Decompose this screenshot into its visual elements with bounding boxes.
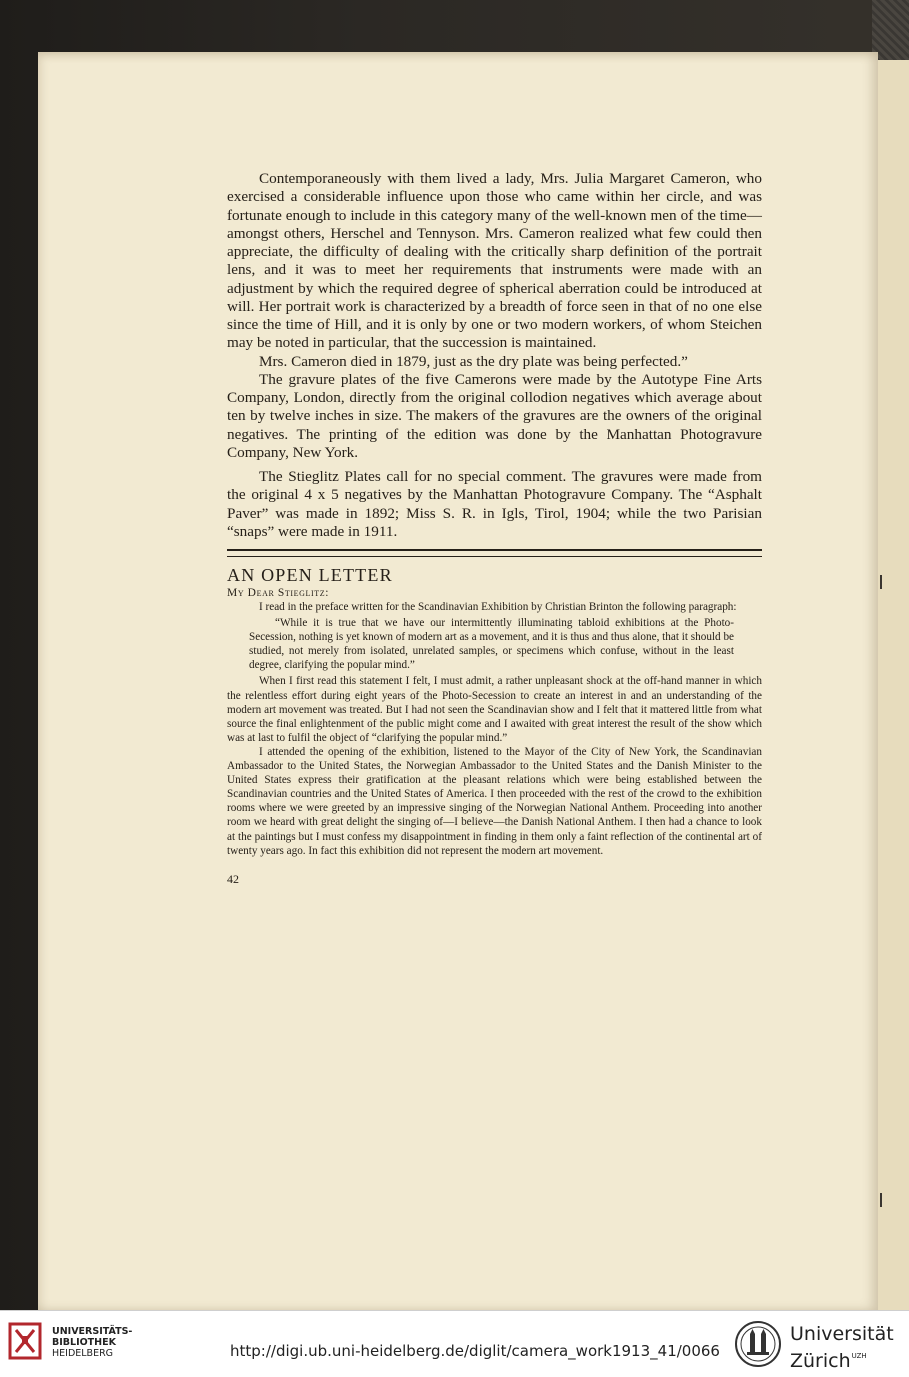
uzh-seal-icon[interactable] <box>734 1320 782 1368</box>
binding-tape <box>872 0 909 60</box>
article-paragraph: Mrs. Cameron died in 1879, just as the dry plate was being perfected.” <box>259 352 688 370</box>
library-name-line: HEIDELBERG <box>52 1348 114 1359</box>
document-url-link[interactable]: http://digi.ub.uni-heidelberg.de/diglit/camera_work1913_41/0066 <box>230 1342 720 1360</box>
edge-mark <box>880 1193 882 1207</box>
library-name-line: UNIVERSITÄTS- <box>52 1326 133 1337</box>
section-divider <box>227 549 762 557</box>
adjacent-page-edge <box>876 60 909 1310</box>
heidelberg-library-name[interactable] <box>52 1326 132 1359</box>
uzh-name-line: Universität <box>790 1323 894 1345</box>
letter-intro: I read in the preface written for the Scandinavian Exhibition by Christian Brinton the following paragraph: <box>259 601 737 613</box>
library-name-line: BIBLIOTHEK <box>52 1337 116 1348</box>
article-paragraph: Contemporaneously with them lived a lady, Mrs. Julia Margaret Cameron, who exercised a considerable influence upon those who came within her circle, and was fortunate enough to include in this category many of the well-known men of the time—amongst others, Herschel and Tennyson. Mrs. Cameron realized what few could then appreciate, the difficulty of dealing with the critically sharp definition of the portrait lens, and it was to meet her requirements that instruments were made with an adjustment by which the required degree of spherical aberration could be introduced at will. Her portrait work is characterized by a breadth of force seen in that of no one else since the time of Hill, and it is only by one or two modern workers, of whom Steichen may be noted in particular, that the succession is maintained. <box>227 170 762 352</box>
uzh-name-line <box>790 1345 894 1372</box>
edge-mark <box>880 575 882 589</box>
viewer-footer <box>0 1310 909 1377</box>
page-content <box>227 170 762 887</box>
letter-quote: “While it is true that we have our intermittently illuminating tabloid exhibitions at the Photo-Secession, nothing is yet known of modern art as a movement, and it is thus and thus alone, that it should be studied, not merely from isolated, unrelated samples, or specimens which confuse, without in the least degree, clarifying the popular mind.” <box>249 617 734 672</box>
uzh-name[interactable] <box>790 1323 894 1372</box>
heidelberg-library-logo-icon[interactable] <box>8 1322 44 1362</box>
letter-title: AN OPEN LETTER <box>227 565 393 585</box>
letter-body <box>227 600 762 858</box>
letter-paragraph: I attended the opening of the exhibition, listened to the Mayor of the City of New York, the Scandinavian Ambassador to the United States, the Norwegian Ambassador to the United States and the Danish Minister to the United States express their gratification at the pleasant relations which were being established between the Scandinavian countries and the United States of America. I then proceeded with the rest of the crowd to the exhibition rooms where we were greeted by an impressive singing of the Norwegian National Anthem. Proceeding into another room we heard with great delight the singing of—I believe—the Danish National Anthem. I then had a chance to look at the paintings but I must confess my disappointment in finding in them only a faint reflection of the continental art of twenty years ago. In fact this exhibition did not represent the modern art movement. <box>227 745 762 857</box>
article-paragraph: The gravure plates of the five Camerons were made by the Autotype Fine Arts Company, London, directly from the original collodion negatives which average about ten by twelve inches in size. The makers of the gravures are the owners of the original negatives. The printing of the edition was done by the Manhattan Photogravure Company, New York. <box>227 370 762 461</box>
article-paragraph: The Stieglitz Plates call for no special comment. The gravures were made from the original 4 x 5 negatives by the Manhattan Photogravure Company. The “Asphalt Paver” was made in 1892; Miss S. R. in Igls, Tirol, 1904; while the two Parisian “snaps” were made in 1911. <box>227 468 762 540</box>
uzh-name-zurich: Zürich <box>790 1350 851 1372</box>
article-body <box>227 170 762 541</box>
letter-paragraph: When I first read this statement I felt, I must admit, a rather unpleasant shock at the off-hand manner in which the relentless effort during eight years of the Photo-Secession to create an interest in and an understanding of the modern art movement was treated. But I had not seen the Scandinavian show and I felt that it mattered little from what source the final enlightenment of the public might come and I awaited with great interest the result of the show which was at last to fulfil the object of “clarifying the popular mind.” <box>227 675 762 744</box>
uzh-abbrev: UZH <box>851 1352 867 1360</box>
letter-salutation: My Dear Stieglitz: <box>227 587 329 599</box>
page-number: 42 <box>227 871 239 886</box>
